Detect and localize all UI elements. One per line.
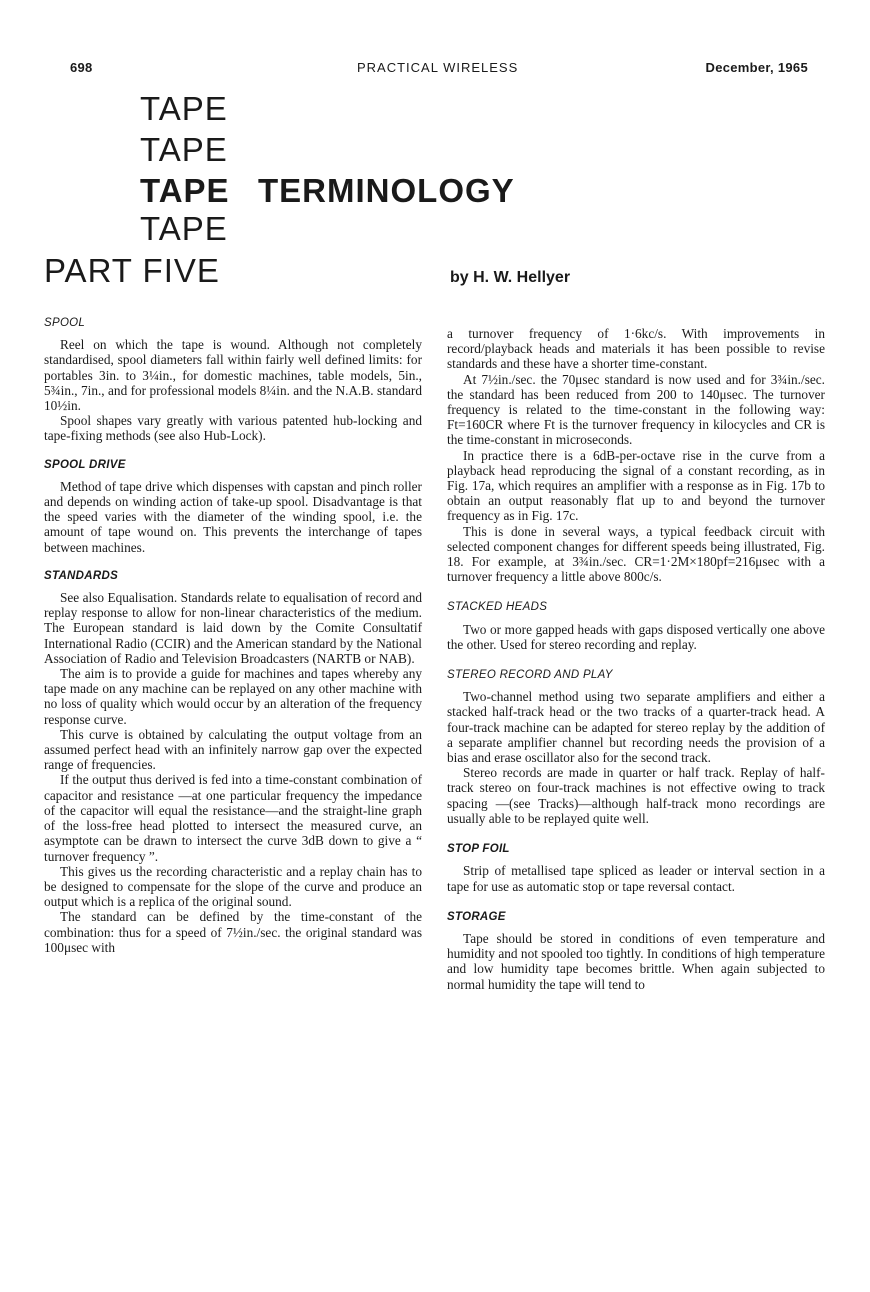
- part-label: PART FIVE: [44, 252, 220, 289]
- left-column: [44, 316, 422, 955]
- byline: by H. W. Hellyer: [450, 269, 571, 286]
- title-terminology: TERMINOLOGY: [258, 172, 515, 209]
- body-paragraph: Two-channel method using two separate amplifiers and either a stacked half-track head or the two tracks of a quarter-track head. A four-track machine can be adapted for stereo replay by the addition of a separate amplifier channel but recording needs the provision of a bias and erase oscillator also for the second track.: [447, 689, 825, 766]
- body-paragraph: Strip of metallised tape spliced as leader or interval section in a tape for use as automatic stop or tape reversal contact.: [447, 863, 825, 894]
- body-paragraph: This gives us the recording characteristic and a replay chain has to be designed to compensate for the slope of the curve and produce an output which is a replica of the original sound.: [44, 863, 422, 910]
- magazine-name: PRACTICAL WIRELESS: [357, 60, 519, 75]
- body-paragraph: This curve is obtained by calculating the output voltage from an assumed perfect head with an infinitely narrow gap over the expected range of frequencies.: [44, 726, 422, 773]
- body-paragraph: See also Equalisation. Standards relate to equalisation of record and replay response to allow for non-linear characteristics of the medium. The European standard is laid down by the Comite Consultatif International Radio (CCIR) and the American standard by the National Association of Radio and Television Broadcasters (NARTB or NAB).: [44, 590, 422, 666]
- body-paragraph: Spool shapes vary greatly with various patented hub-locking and tape-fixing methods (see also Hub-Lock).: [44, 413, 422, 444]
- body-paragraph: If the output thus derived is fed into a time-constant combination of capacitor and resistance —at one particular frequency the impedance of the capacitor will equal the resistance—and the straight-line graph of the loss-free head plotted to intersect the measured curve, an asymptote can be drawn to intersect the curve 3dB down to give a “ turnover frequency ”.: [44, 772, 422, 864]
- title-tape-3: TAPE: [140, 172, 230, 209]
- body-paragraph: Tape should be stored in conditions of even temperature and humidity and not spooled too tightly. In conditions of high temperature and low humidity tape becomes brittle. When again subjected to normal humidity the tape will tend to: [447, 930, 825, 992]
- body-paragraph: Reel on which the tape is wound. Although not completely standardised, spool diameters fall within fairly well defined limits: for portables 3in. to 3¼in., for domestic machines, table models, 5in., 5¾in., 7in., and for professional models 8¼in. and the N.A.B. standard 10½in.: [44, 337, 422, 414]
- section-heading: STORAGE: [447, 910, 506, 923]
- page-number: 698: [70, 60, 93, 75]
- body-paragraph: At 7½in./sec. the 70μsec standard is now used and for 3¾in./sec. the standard has been reduced from 200 to 140μsec. The turnover frequency is related to the time-constant in the following way: Ft=160CR where Ft is the turnover frequency in kilocycles and CR is the time-constant in microseconds.: [447, 371, 825, 448]
- section-heading: STOP FOIL: [447, 843, 510, 856]
- body-paragraph: Method of tape drive which dispenses with capstan and pinch roller and depends on winding action of take-up spool. Disadvantage is that the speed varies with the diameter of the winding spool, i.e. the amount of tape wound on. This prevents the interchange of tapes between machines.: [44, 478, 422, 555]
- body-paragraph: This is done in several ways, a typical feedback circuit with selected component changes for different speeds being illustrated, Fig. 18. For example, at 3¾in./sec. CR=1·2M×180pf=216μsec with a turnover frequency a little above 800c/s.: [447, 523, 825, 585]
- body-paragraph: The standard can be defined by the time-constant of the combination: thus for a speed of 7½in./sec. the original standard was 100μsec with: [44, 909, 422, 955]
- section-heading: STEREO RECORD AND PLAY: [447, 669, 613, 682]
- body-paragraph: a turnover frequency of 1·6kc/s. With improvements in record/playback heads and materials it has been possible to revise standards and these have a shorter time-constant.: [447, 326, 825, 372]
- body-paragraph: The aim is to provide a guide for machines and tapes whereby any tape made on any machine can be replayed on any other machine with no loss of quality which would occur by an alteration of the frequency response curve.: [44, 666, 422, 727]
- title-tape-1: TAPE: [140, 90, 228, 127]
- body-paragraph: Two or more gapped heads with gaps disposed vertically one above the other. Used for stereo recording and replay.: [447, 621, 825, 652]
- title-tape-4: TAPE: [140, 210, 228, 247]
- issue-date: December, 1965: [705, 60, 808, 75]
- body-paragraph: Stereo records are made in quarter or half track. Replay of half-track stereo on four-track machines is not effective owing to track spacing —(see Tracks)—although half-track mono recordings are usually able to be replayed quite well.: [447, 765, 825, 826]
- title-tape-2: TAPE: [140, 131, 228, 168]
- section-heading: STANDARDS: [44, 569, 119, 582]
- section-heading: SPOOL: [44, 317, 86, 329]
- right-column: [447, 326, 825, 992]
- body-paragraph: In practice there is a 6dB-per-octave rise in the curve from a playback head reproducing the signal of a constant recording, as in Fig. 17a, which requires an amplifier with a response as in Fig. 17b to obtain an output reasonably flat up to and beyond the turnover frequency as in Fig. 17c.: [447, 447, 825, 524]
- section-heading: SPOOL DRIVE: [44, 458, 126, 471]
- section-heading: STACKED HEADS: [447, 601, 548, 614]
